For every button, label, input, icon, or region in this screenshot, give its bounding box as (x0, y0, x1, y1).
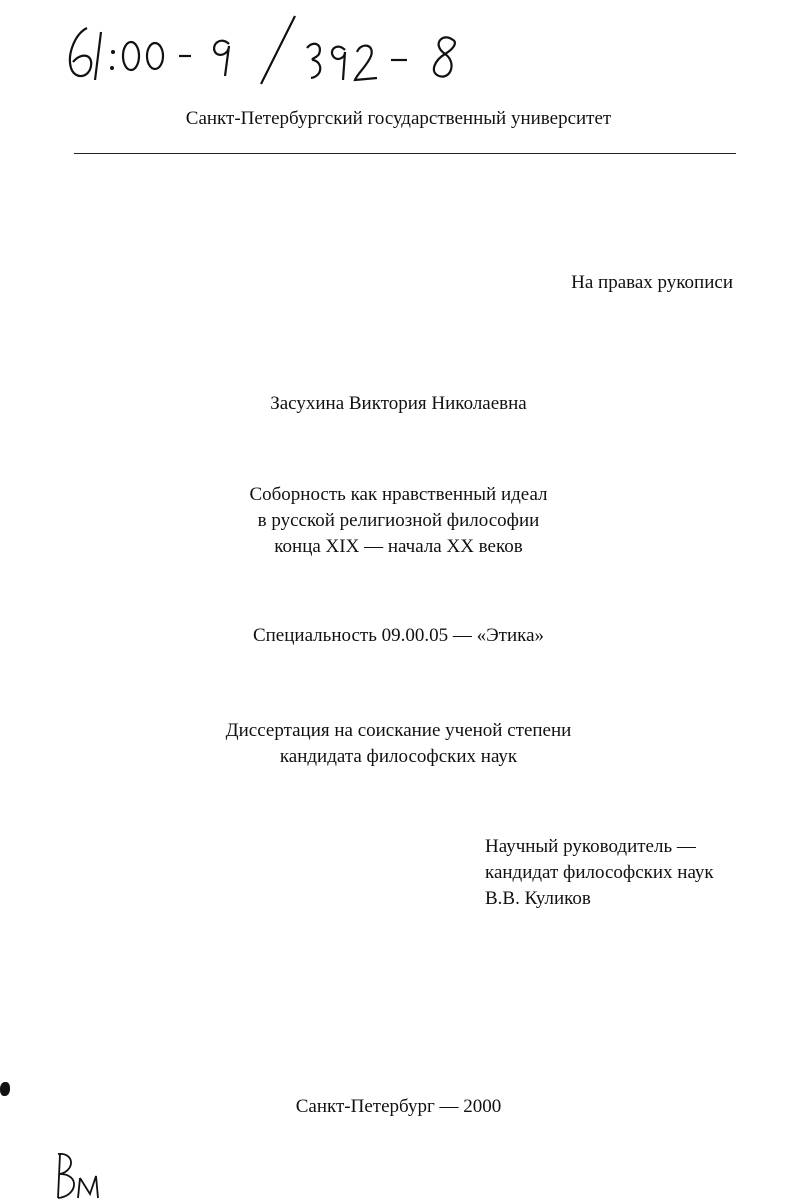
manuscript-rights-note: На правах рукописи (571, 272, 733, 293)
handwritten-catalog-number (55, 10, 475, 90)
supervisor-block (485, 834, 714, 912)
title-line: в русской религиозной философии (257, 510, 540, 531)
degree-statement (0, 718, 797, 770)
university-name: Санкт-Петербургский государственный университет (185, 108, 612, 129)
degree-line: Диссертация на соискание ученой степени (225, 720, 572, 741)
degree-line: кандидата философских наук (279, 746, 518, 767)
supervisor-line: кандидат философских наук (485, 862, 714, 883)
supervisor-name: В.В. Куликов (485, 888, 591, 909)
ink-mark (0, 1082, 10, 1096)
signature-mark (50, 1148, 110, 1203)
title-line: конца XIX — начала XX веков (274, 536, 523, 557)
supervisor-line: Научный руководитель — (485, 836, 696, 857)
horizontal-divider (74, 153, 736, 154)
city-year: Санкт-Петербург — 2000 (295, 1096, 502, 1117)
specialty: Специальность 09.00.05 — «Этика» (252, 625, 545, 646)
dissertation-title (0, 482, 797, 560)
title-line: Соборность как нравственный идеал (249, 484, 548, 505)
author-name: Засухина Виктория Николаевна (270, 393, 527, 414)
